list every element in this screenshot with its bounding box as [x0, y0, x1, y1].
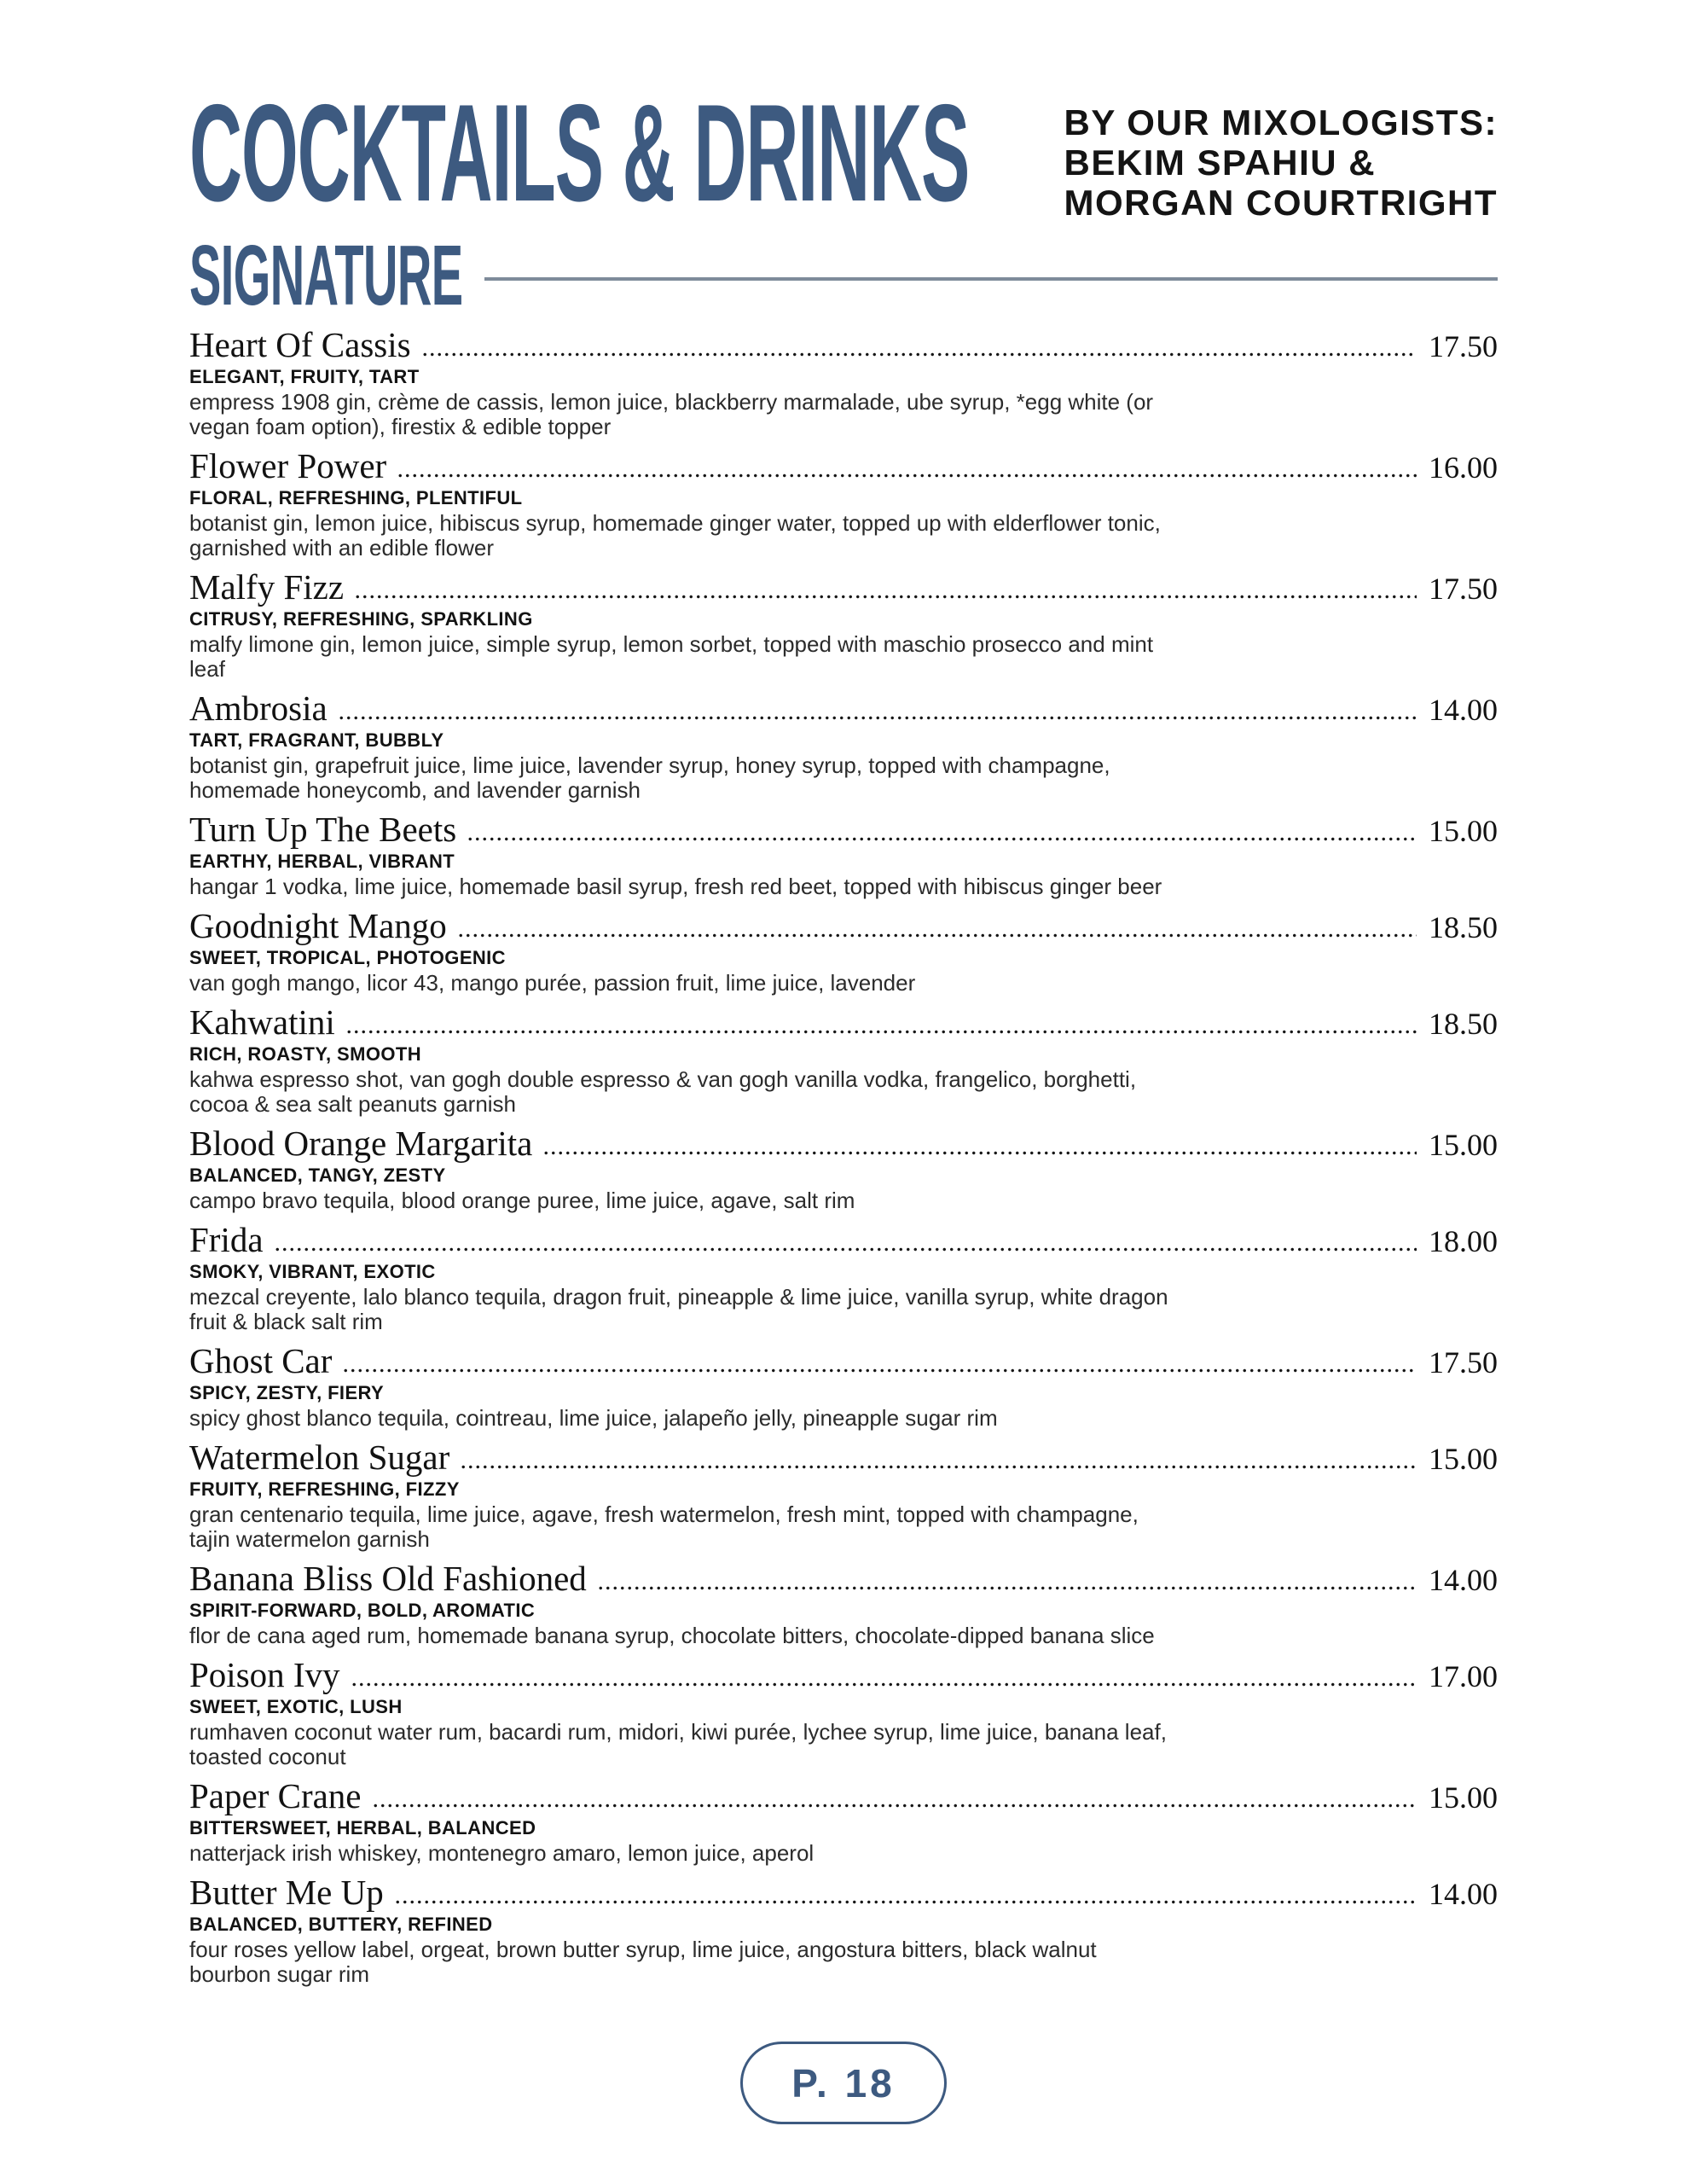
mixologists-byline — [1064, 102, 1498, 223]
menu-item-row — [189, 1560, 1498, 1598]
item-ingredients: botanist gin, lemon juice, hibiscus syrup, homemade ginger water, topped up with elderflower tonic, garnished with an edible flower — [189, 510, 1161, 561]
item-descriptor: ELEGANT, FRUITY, TART — [189, 366, 420, 387]
menu-item — [189, 1778, 1498, 1866]
item-descriptor: CITRUSY, REFRESHING, SPARKLING — [189, 608, 533, 630]
menu-item — [189, 1004, 1498, 1117]
menu-item — [189, 1874, 1498, 1987]
item-name: Turn Up The Beets — [189, 810, 457, 849]
item-descriptor: SWEET, EXOTIC, LUSH — [189, 1696, 403, 1717]
dot-leader — [457, 933, 1417, 938]
item-descriptor: SPIRIT-FORWARD, BOLD, AROMATIC — [189, 1600, 536, 1621]
item-name: Ambrosia — [189, 688, 328, 728]
menu-item-row — [189, 1125, 1498, 1163]
item-price: 18.50 — [1429, 910, 1498, 944]
menu-item-row — [189, 569, 1498, 607]
item-descriptor: SMOKY, VIBRANT, EXOTIC — [189, 1261, 436, 1282]
menu-item — [189, 569, 1498, 682]
item-name: Malfy Fizz — [189, 567, 345, 607]
dot-leader — [351, 1682, 1417, 1687]
page-number-badge — [740, 2042, 947, 2124]
item-descriptor: BALANCED, BUTTERY, REFINED — [189, 1914, 493, 1935]
item-name: Banana Bliss Old Fashioned — [189, 1559, 587, 1598]
section-divider-rule — [484, 277, 1498, 281]
item-ingredients: gran centenario tequila, lime juice, agave, fresh watermelon, fresh mint, topped with champagne, tajin watermelon garnish — [189, 1502, 1139, 1552]
page-title: COCKTAILS & DRINKS — [189, 76, 970, 230]
item-price: 15.00 — [1429, 814, 1498, 848]
menu-item-row — [189, 1004, 1498, 1042]
item-name: Watermelon Sugar — [189, 1438, 450, 1477]
item-descriptor: TART, FRAGRANT, BUBBLY — [189, 729, 444, 751]
menu-item — [189, 1439, 1498, 1552]
item-name: Frida — [189, 1220, 264, 1259]
menu-item — [189, 1657, 1498, 1769]
dot-leader — [338, 716, 1417, 720]
dot-leader — [342, 1368, 1417, 1373]
item-name: Butter Me Up — [189, 1873, 384, 1912]
item-price: 18.50 — [1429, 1007, 1498, 1041]
item-name: Paper Crane — [189, 1776, 362, 1815]
dot-leader — [354, 595, 1417, 599]
menu-item-row — [189, 908, 1498, 945]
menu-item-row — [189, 1343, 1498, 1380]
menu-item — [189, 690, 1498, 803]
item-descriptor: RICH, ROASTY, SMOOTH — [189, 1043, 422, 1065]
page-title-wrap — [189, 76, 970, 230]
item-name: Poison Ivy — [189, 1655, 340, 1694]
section-heading: SIGNATURE — [189, 228, 463, 323]
byline-line-3: MORGAN COURTRIGHT — [1064, 183, 1498, 223]
menu-item-row — [189, 448, 1498, 485]
menu-item-row — [189, 1439, 1498, 1477]
item-descriptor: FRUITY, REFRESHING, FIZZY — [189, 1478, 460, 1500]
item-descriptor: EARTHY, HERBAL, VIBRANT — [189, 851, 455, 872]
item-price: 17.50 — [1429, 572, 1498, 606]
item-ingredients: campo bravo tequila, blood orange puree, lime juice, agave, salt rim — [189, 1188, 855, 1213]
item-ingredients: four roses yellow label, orgeat, brown butter syrup, lime juice, angostura bitters, black walnut bourbon sugar rim — [189, 1937, 1097, 1987]
item-price: 17.00 — [1429, 1659, 1498, 1693]
item-ingredients: rumhaven coconut water rum, bacardi rum, midori, kiwi purée, lychee syrup, lime juice, banana leaf, toasted coconut — [189, 1719, 1167, 1769]
item-descriptor: BITTERSWEET, HERBAL, BALANCED — [189, 1817, 536, 1838]
item-price: 14.00 — [1429, 1877, 1498, 1911]
menu-item — [189, 1222, 1498, 1334]
dot-leader — [397, 473, 1417, 478]
menu-item — [189, 1560, 1498, 1648]
item-ingredients: mezcal creyente, lalo blanco tequila, dragon fruit, pineapple & lime juice, vanilla syrup, white dragon fruit & black salt rim — [189, 1284, 1168, 1334]
menu-item — [189, 327, 1498, 439]
item-descriptor: FLORAL, REFRESHING, PLENTIFUL — [189, 487, 523, 508]
item-price: 15.00 — [1429, 1128, 1498, 1162]
page-header — [189, 76, 1498, 230]
item-ingredients: spicy ghost blanco tequila, cointreau, lime juice, jalapeño jelly, pineapple sugar rim — [189, 1405, 998, 1431]
dot-leader — [542, 1151, 1417, 1155]
item-ingredients: natterjack irish whiskey, montenegro amaro, lemon juice, aperol — [189, 1840, 815, 1866]
dot-leader — [394, 1900, 1417, 1904]
item-name: Goodnight Mango — [189, 906, 447, 945]
item-price: 15.00 — [1429, 1442, 1498, 1476]
dot-leader — [460, 1465, 1417, 1469]
item-descriptor: SWEET, TROPICAL, PHOTOGENIC — [189, 947, 506, 968]
item-name: Flower Power — [189, 446, 387, 485]
menu-item — [189, 1343, 1498, 1431]
dot-leader — [345, 1030, 1417, 1034]
item-ingredients: flor de cana aged rum, homemade banana syrup, chocolate bitters, chocolate-dipped banana slice — [189, 1623, 1155, 1648]
item-price: 16.00 — [1429, 450, 1498, 485]
menu-item — [189, 448, 1498, 561]
item-price: 18.00 — [1429, 1224, 1498, 1258]
menu-item-row — [189, 1657, 1498, 1694]
menu-list — [189, 327, 1498, 1987]
item-name: Blood Orange Margarita — [189, 1124, 533, 1163]
item-ingredients: empress 1908 gin, crème de cassis, lemon juice, blackberry marmalade, ube syrup, *egg white (or vegan foam option), firestix & edible topper — [189, 389, 1154, 439]
menu-item-row — [189, 327, 1498, 364]
menu-item-row — [189, 690, 1498, 728]
item-ingredients: malfy limone gin, lemon juice, simple syrup, lemon sorbet, topped with maschio prosecco and mint leaf — [189, 631, 1154, 682]
item-price: 17.50 — [1429, 1345, 1498, 1380]
menu-item-row — [189, 1222, 1498, 1259]
item-ingredients: van gogh mango, licor 43, mango purée, passion fruit, lime juice, lavender — [189, 970, 916, 996]
item-name: Ghost Car — [189, 1341, 333, 1380]
item-descriptor: BALANCED, TANGY, ZESTY — [189, 1165, 446, 1186]
item-price: 14.00 — [1429, 1563, 1498, 1597]
item-ingredients: hangar 1 vodka, lime juice, homemade basil syrup, fresh red beet, topped with hibiscus ginger beer — [189, 874, 1162, 899]
menu-item-row — [189, 1778, 1498, 1815]
byline-line-2: BEKIM SPAHIU & — [1064, 142, 1377, 183]
dot-leader — [372, 1804, 1417, 1808]
item-price: 17.50 — [1429, 329, 1498, 363]
dot-leader — [421, 352, 1417, 357]
menu-item — [189, 1125, 1498, 1213]
item-price: 15.00 — [1429, 1780, 1498, 1815]
menu-item — [189, 908, 1498, 996]
dot-leader — [274, 1247, 1417, 1252]
dot-leader — [597, 1586, 1417, 1590]
item-name: Heart Of Cassis — [189, 325, 411, 364]
byline-line-1: BY OUR MIXOLOGISTS: — [1064, 102, 1498, 142]
page-number: P. 18 — [791, 2060, 896, 2106]
item-ingredients: kahwa espresso shot, van gogh double espresso & van gogh vanilla vodka, frangelico, borghetti, cocoa & sea salt peanuts garnish — [189, 1066, 1137, 1117]
item-name: Kahwatini — [189, 1002, 335, 1042]
item-price: 14.00 — [1429, 693, 1498, 727]
item-descriptor: SPICY, ZESTY, FIERY — [189, 1382, 385, 1403]
menu-item-row — [189, 1874, 1498, 1912]
section-heading-row — [189, 228, 1498, 323]
menu-item-row — [189, 811, 1498, 849]
item-ingredients: botanist gin, grapefruit juice, lime juice, lavender syrup, honey syrup, topped with champagne, homemade honeycomb, and lavender garnish — [189, 752, 1110, 803]
dot-leader — [467, 837, 1417, 841]
menu-item — [189, 811, 1498, 899]
section-heading-wrap — [189, 228, 463, 323]
